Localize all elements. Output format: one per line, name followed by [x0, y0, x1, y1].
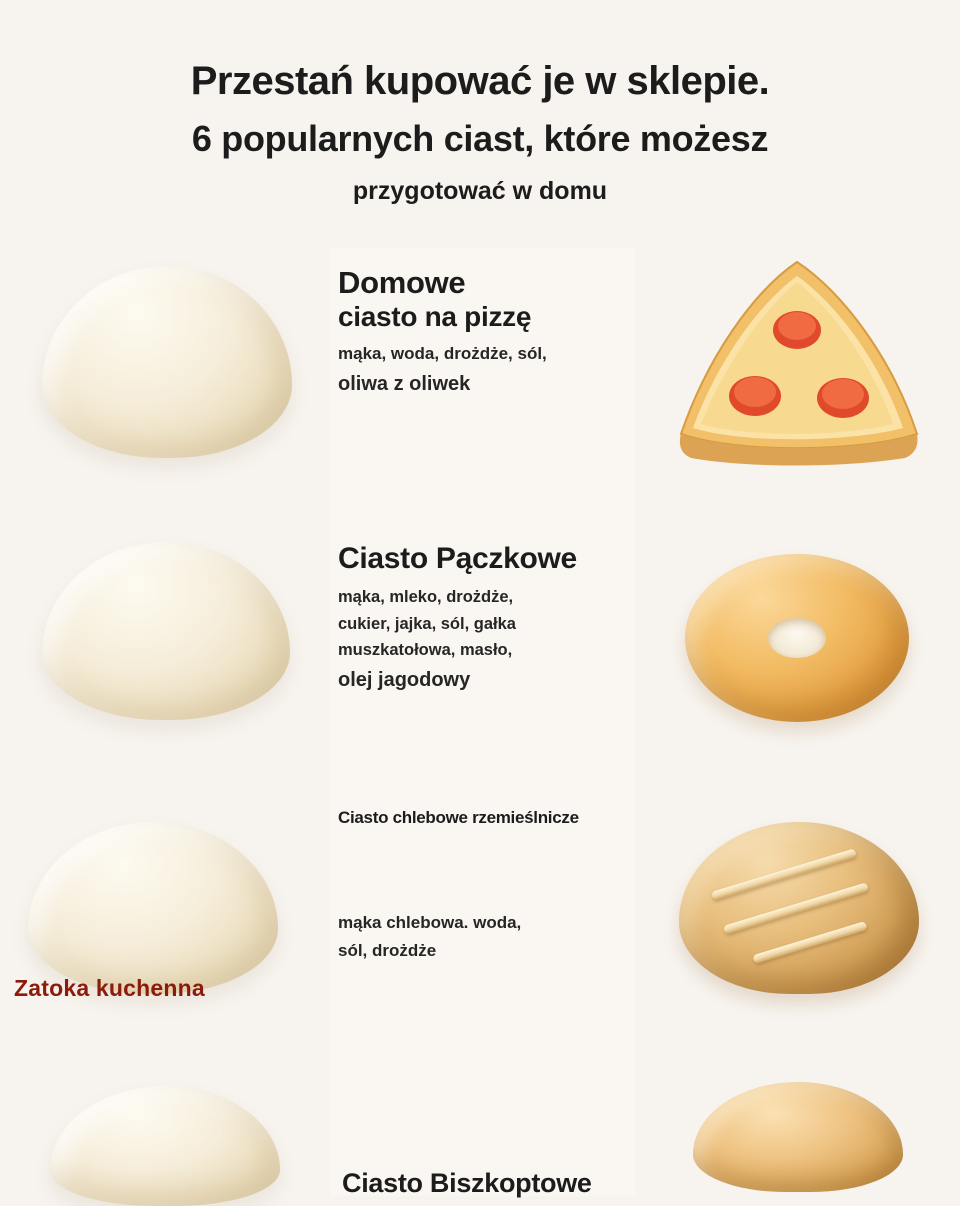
- headline-tertiary: przygotować w domu: [352, 177, 608, 206]
- bread-score-3: [752, 921, 867, 964]
- artisan-bread-icon: [679, 822, 919, 994]
- dough-column-4: [0, 1076, 330, 1196]
- pastry-icon: [693, 1082, 903, 1192]
- pizza-slice-icon: [647, 256, 947, 466]
- food-column-3: [635, 800, 960, 1076]
- dough-ball-sponge-icon: [50, 1086, 280, 1206]
- headline-primary: Przestań kupować je w sklepie.: [190, 59, 770, 103]
- food-column-4: [635, 1076, 960, 1196]
- food-column-1: [635, 248, 960, 524]
- dough-column-2: [0, 524, 330, 800]
- recipe-text-2: [330, 524, 635, 800]
- recipe-title-2: Ciasto Pączkowe: [338, 542, 577, 576]
- recipe-ingredients-3: mąka chlebowa. woda, sól, drożdże: [338, 913, 522, 960]
- recipe-row-pizza: [0, 248, 960, 524]
- recipe-text-3: [330, 800, 635, 1076]
- recipe-ingredients-2: mąka, mleko, drożdże, cukier, jajka, sól, gałka muszkatołowa, masło, olej jagodowy: [338, 587, 516, 692]
- dough-column-1: [0, 248, 330, 524]
- recipe-title-4: Ciasto Biszkoptowe: [342, 1168, 592, 1198]
- page-header: [0, 0, 960, 206]
- watermark-label: Zatoka kuchenna: [14, 975, 205, 1001]
- recipe-text-1: [330, 248, 635, 524]
- recipe-row-doughnut: [0, 524, 960, 800]
- recipe-title-3: Ciasto chlebowe rzemieślnicze: [338, 808, 579, 828]
- recipe-title-1: Domowe ciasto na pizzę: [338, 265, 532, 333]
- doughnut-icon: [685, 554, 909, 722]
- food-column-2: [635, 524, 960, 800]
- dough-ball-bread-icon: [28, 822, 278, 994]
- headline-secondary: 6 popularnych ciast, które możesz: [191, 118, 769, 159]
- recipe-ingredients-1: mąka, woda, drożdże, sól, oliwa z oliwek: [338, 344, 547, 395]
- recipe-list: [0, 248, 960, 1196]
- dough-ball-doughnut-icon: [42, 542, 290, 720]
- recipe-row-bread: [0, 800, 960, 1076]
- dough-ball-pizza-icon: [42, 266, 292, 458]
- dough-column-3: [0, 800, 330, 1076]
